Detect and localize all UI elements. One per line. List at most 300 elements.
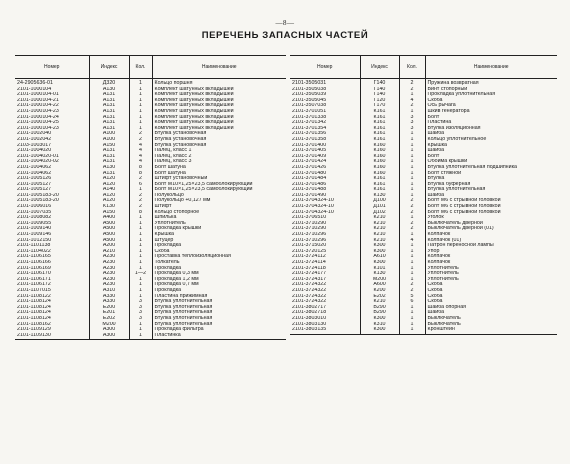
part-qty: 1 (129, 115, 152, 121)
part-index: К300 (360, 249, 399, 255)
part-number: 2101-1009146 (15, 232, 89, 238)
part-index: К161 (360, 115, 399, 121)
part-qty: 1 (129, 103, 152, 109)
part-number: 2101-3505031 (290, 79, 360, 87)
header-number: Номер (290, 56, 360, 79)
part-qty: 1 (129, 266, 152, 272)
part-number: 2101-1106165 (15, 254, 89, 260)
part-qty: 1 (399, 277, 425, 283)
part-number: 2101-3701405 (290, 148, 360, 154)
part-qty: 1 (399, 266, 425, 272)
part-number: 2101-3701424 (290, 159, 360, 165)
part-qty: 8 (129, 171, 152, 177)
part-number: 2101-3724322 (290, 299, 360, 305)
part-name: Втулка установочная (154, 136, 207, 142)
part-qty: 3 (129, 299, 152, 305)
part-qty: 1 (399, 143, 425, 149)
part-name: Комплект шатунных вкладышей (154, 97, 234, 103)
part-qty: 4 (129, 143, 152, 149)
part-number: 2101-3701051 (290, 109, 360, 115)
part-name: Скоба (427, 299, 443, 305)
part-index: К130 (360, 271, 399, 277)
part-index: К101 (360, 266, 399, 272)
part-number: 2101-1104022 (15, 249, 89, 255)
part-name: Крышка (154, 232, 174, 238)
part-index: К160 (360, 159, 399, 165)
part-number: 2101-1109130 (15, 333, 89, 340)
part-number: 2101-3724112 (290, 254, 360, 260)
part-index: М200 (89, 322, 129, 328)
part-qty: 1 (399, 305, 425, 311)
part-index: А230 (89, 260, 129, 266)
part-number: 2101-1009055 (15, 221, 89, 227)
part-index: А300 (89, 327, 129, 333)
part-name: Шайба (427, 310, 445, 316)
part-name: Штифт (154, 204, 172, 210)
part-index: К210 (360, 215, 399, 221)
part-name: Болт (427, 153, 440, 159)
part-number: 2101-1108124 (15, 299, 89, 305)
part-index: Г120 (360, 98, 399, 104)
part-index: К161 (360, 109, 399, 115)
part-qty: 2 (399, 79, 425, 87)
part-index: К210 (360, 299, 399, 305)
part-name: Палец, класс 3 (154, 159, 192, 165)
part-index: А500 (89, 221, 129, 227)
part-qty: 2 (399, 103, 425, 109)
part-number: 2101-1002042 (15, 137, 89, 143)
part-number: 2101-3803130 (290, 322, 360, 328)
part-name: Уплотнитель (154, 220, 186, 226)
part-number: 2101-1108122 (15, 294, 89, 300)
part-qty: 5 (399, 294, 425, 300)
part-qty: 1 (399, 316, 425, 322)
part-qty: 1 (399, 215, 425, 221)
part-number: 2101-3704324-10 (290, 210, 360, 216)
part-number: 2101-1000104-22 (15, 103, 89, 109)
part-index: А120 (89, 176, 129, 182)
part-index: К161 (360, 182, 399, 188)
part-number: 2101-1004020 (15, 148, 89, 154)
part-qty: 1 (129, 249, 152, 255)
part-qty: 1 (399, 148, 425, 154)
part-name: Прокладка (154, 243, 182, 249)
part-index: А131 (89, 92, 129, 98)
part-qty: 8 (129, 165, 152, 171)
part-qty: 1 (129, 98, 152, 104)
part-name: Колпачок (427, 254, 451, 260)
part-index: Г170 (360, 103, 399, 109)
part-qty: 3 (399, 120, 425, 126)
part-qty: 2 (399, 282, 425, 288)
part-name: Пластина прижимная (154, 293, 208, 299)
part-qty: 1 (399, 159, 425, 165)
part-name: Прокладка 0,7 мм (154, 282, 199, 288)
part-index: Г140 (360, 87, 399, 93)
part-index: В290 (360, 310, 399, 316)
part-number: 2101-1008082 (15, 215, 89, 221)
part-name: Болт М6 с стрывной головкой (427, 198, 501, 204)
part-number: 2101-3802717 (290, 305, 360, 311)
part-index: А210 (89, 249, 129, 255)
part-index: К130 (360, 193, 399, 199)
part-index: К161 (360, 120, 399, 126)
part-number: 2101-3724317 (290, 277, 360, 283)
part-qty: 4 (399, 238, 425, 244)
part-qty: 4 (129, 148, 152, 154)
part-number: 2101-1107015 (15, 288, 89, 294)
part-name: Втулка буферная (427, 181, 471, 187)
part-qty: 2 (399, 221, 425, 227)
part-name: Втулка (427, 176, 445, 182)
part-qty: 1 (129, 282, 152, 288)
part-number: 2101-1005183-20 (15, 198, 89, 204)
part-qty: 2 (129, 176, 152, 182)
table-body-left (15, 79, 286, 340)
part-name: Комплект шатунных вкладышей (154, 86, 234, 92)
part-index: М200 (360, 277, 399, 283)
part-name: Комплект шатунных вкладышей (154, 125, 234, 131)
part-name: Болт шатуна (154, 170, 186, 176)
part-name: Скоба (427, 287, 443, 293)
part-index: Е200 (89, 305, 129, 311)
part-qty: 2 (399, 204, 425, 210)
part-number: 2101-3710296 (290, 232, 360, 238)
part-qty: 2 (129, 193, 152, 199)
part-qty: 1 (129, 294, 152, 300)
part-index: А150 (89, 143, 129, 149)
part-number: 2101-3505038 (290, 87, 360, 93)
part-index: Д100 (360, 198, 399, 204)
part-number: 2101-3710290 (290, 221, 360, 227)
part-number: 2101-3724322 (290, 282, 360, 288)
part-number: 2101-1101138 (15, 243, 89, 249)
part-index: Г140 (360, 79, 399, 87)
part-qty: 1 (399, 92, 425, 98)
part-qty: 4 (129, 154, 152, 160)
part-index: А131 (89, 171, 129, 177)
part-index: К210 (360, 238, 399, 244)
part-number: 2101-1106170 (15, 271, 89, 277)
part-number: 2101-1004062 (15, 171, 89, 177)
part-name: Втулка уплотнительная подшипника (427, 164, 517, 170)
part-qty: 1 (399, 249, 425, 255)
part-name: Болт (427, 114, 440, 120)
part-qty: 1 (399, 182, 425, 188)
part-index: А131 (89, 148, 129, 154)
part-number: 2101-3724322 (290, 288, 360, 294)
part-number: 2101-1002040 (15, 131, 89, 137)
part-name: Прокладка крышки (154, 226, 202, 232)
part-qty: 1 (129, 187, 152, 193)
part-index: А131 (89, 103, 129, 109)
part-index: А500 (89, 238, 129, 244)
part-name: Втулка установочная (154, 131, 207, 137)
part-number: 2101-3701342 (290, 120, 360, 126)
part-number: 2101-3724177 (290, 271, 360, 277)
part-index: А131 (89, 109, 129, 115)
part-name: Ось рычага (427, 103, 456, 109)
header-name: Наименование (425, 56, 557, 79)
part-qty: 2 (399, 210, 425, 216)
part-index: К300 (360, 260, 399, 266)
part-number: 2101-3701490 (290, 193, 360, 199)
part-index: А230 (89, 266, 129, 272)
part-number: 2101-1004020-02 (15, 159, 89, 165)
part-index: А130 (89, 165, 129, 171)
part-number: 2101-3715020 (290, 243, 360, 249)
part-index: Д320 (89, 79, 129, 87)
part-name: Уплотнитель (427, 271, 459, 277)
part-qty: 1 (399, 260, 425, 266)
part-name: Втулка уплотнительная (427, 187, 486, 193)
part-qty: 1 (129, 92, 152, 98)
part-number: 2101-1109129 (15, 327, 89, 333)
part-index: Е201 (89, 310, 129, 316)
part-number: 2101-1000104-23 (15, 126, 89, 132)
part-qty: 1 (129, 87, 152, 93)
part-number: 2101-3507038 (290, 103, 360, 109)
part-qty: 1 (399, 176, 425, 182)
part-index: К160 (360, 148, 399, 154)
part-index: А120 (89, 193, 129, 199)
part-index: А100 (89, 131, 129, 137)
part-name: Шкив генератора (427, 108, 470, 114)
part-number: 2101-3724114 (290, 260, 360, 266)
part-number: 2101-3803010 (290, 316, 360, 322)
part-number: 2101-1000104-24 (15, 115, 89, 121)
part-index: А131 (89, 120, 129, 126)
part-qty: 1 (129, 215, 152, 221)
part-name: Колпачок (427, 260, 451, 265)
part-number: 2101-1108124 (15, 305, 89, 311)
part-name: Болт стяжной (427, 170, 462, 176)
part-number: 2101-1108124 (15, 316, 89, 322)
part-name: Втулка уплотнительная (154, 304, 213, 310)
part-name: Втулка уплотнительная (154, 315, 213, 321)
part-number: 2101-3710290 (290, 226, 360, 232)
part-qty: 1 (399, 171, 425, 177)
part-name: Кольцо поршня (154, 80, 193, 86)
part-name: Шайба (427, 192, 445, 198)
part-qty: 1 (129, 221, 152, 227)
part-number: 2101-3505045 (290, 98, 360, 104)
part-name: Кольцо стопорное (154, 209, 200, 215)
part-number: 2101-1007035 (15, 210, 89, 216)
part-index: А131 (89, 98, 129, 104)
part-name: Шайба (427, 148, 445, 154)
part-index: А230 (89, 282, 129, 288)
page-number: —8— (275, 19, 295, 27)
part-number: 2101-3704324-10 (290, 204, 360, 210)
part-name: Патрон переносной лампы (427, 243, 494, 249)
part-index: К210 (360, 226, 399, 232)
part-index: А610 (360, 254, 399, 260)
part-name: Выключатель дверной (01) (427, 226, 494, 232)
part-index: А500 (89, 232, 129, 238)
part-index: К200 (360, 288, 399, 294)
part-qty: 2 (399, 226, 425, 232)
part-name: Комплект шатунных вкладышей (154, 108, 234, 114)
header-qty: Кол. (399, 56, 425, 79)
part-index: К160 (360, 143, 399, 149)
part-qty: 3 (399, 126, 425, 132)
part-index: К160 (360, 154, 399, 160)
part-name: Проставка теплоизоляционная (154, 254, 231, 260)
table-row (15, 79, 286, 87)
header-number: Номер (15, 56, 89, 79)
part-name: Втулка уплотнительная (154, 299, 213, 305)
part-qty: 6 (129, 182, 152, 188)
part-qty: 1 (129, 109, 152, 115)
part-index: К161 (360, 126, 399, 132)
part-name: Скоба (154, 248, 170, 254)
table-body-right (290, 79, 557, 335)
part-name: Кронштейн (425, 327, 557, 334)
part-qty: 2 (129, 131, 152, 137)
part-number: 2101-3710296 (290, 238, 360, 244)
part-name: Прокладка уплотнительная (427, 92, 496, 98)
part-number: 2101-3701356 (290, 131, 360, 137)
part-name: Палец, класс 1 (154, 148, 192, 154)
part-qty: 1 (129, 254, 152, 260)
part-qty: 2 (399, 198, 425, 204)
part-qty: 1 (129, 288, 152, 294)
part-qty: 6 (399, 299, 425, 305)
part-number: 2101-3803135 (290, 327, 360, 334)
parts-table-right (290, 55, 557, 335)
part-index: А100 (89, 137, 129, 143)
part-name: Прокладка 0,3 мм (154, 271, 199, 277)
part-name: Скоба (427, 282, 443, 288)
part-number: 2101-1005126 (15, 176, 89, 182)
header-qty: Кол. (129, 56, 152, 79)
part-name: Скоба (427, 97, 443, 103)
part-name: Пружина возвратная (427, 80, 479, 86)
part-index: А330 (89, 294, 129, 300)
part-number: 2101-3720125 (290, 249, 360, 255)
part-qty: 1 (129, 79, 152, 87)
part-name: Полукольцо +0,127 мм (154, 198, 211, 204)
part-qty: 1 (129, 120, 152, 126)
part-qty: 1 (399, 131, 425, 137)
header-index: Индекс (360, 56, 399, 79)
table-row (290, 79, 557, 87)
part-qty: 3 (399, 115, 425, 121)
part-index: А500 (89, 226, 129, 232)
part-name: Втулка изоляционная (427, 125, 481, 131)
part-qty: 3 (129, 310, 152, 316)
part-name: Выключатель (427, 321, 461, 327)
part-index: А130 (89, 87, 129, 93)
part-index: А131 (89, 126, 129, 132)
part-name: Шайба опорная (427, 304, 467, 310)
part-index: А600 (360, 282, 399, 288)
part-name: Обойма крышки (427, 159, 468, 165)
part-name: Выключатель дверной (427, 220, 483, 226)
part-name: Палец, класс 2 (154, 153, 192, 159)
part-number: 2101-1004062 (15, 165, 89, 171)
part-number: 2101-3724322 (290, 294, 360, 300)
part-qty: 3 (129, 305, 152, 311)
part-number: 2101-3701354 (290, 126, 360, 132)
part-qty: 2 (129, 204, 152, 210)
part-name: Прокладка 1,2 мм (154, 276, 199, 282)
part-name: Уголок (427, 215, 444, 221)
part-name: Болт М10×1,25×23,5 самоблокирующий (154, 181, 253, 187)
part-number: 2101-1106166 (15, 260, 89, 266)
part-index: К300 (360, 243, 399, 249)
part-qty: 2 (399, 87, 425, 93)
part-name: Шайба (427, 131, 445, 137)
part-number: 2101-3701480 (290, 171, 360, 177)
part-name: Кольцо уплотнительное (427, 136, 487, 142)
part-qty: 1 (399, 154, 425, 160)
part-name: Упор (427, 248, 440, 254)
part-name: Штифт установочный (154, 176, 208, 182)
part-name: Толкатель (154, 260, 180, 265)
part-qty: 1 (399, 327, 425, 334)
part-number: 2101-1106172 (15, 282, 89, 288)
part-qty: 1 (399, 232, 425, 238)
part-qty: 1 (129, 226, 152, 232)
part-qty: 1—2 (129, 271, 152, 277)
part-qty: 1 (399, 310, 425, 316)
part-name: Колпачок (01) (427, 237, 462, 243)
part-name: Комплект шатунных вкладышей (154, 103, 234, 109)
part-index: А230 (89, 254, 129, 260)
part-number: 2101-3802718 (290, 310, 360, 316)
part-name: Уплотнитель (427, 276, 459, 282)
part-qty: 1 (399, 193, 425, 199)
part-number: 2101-1009140 (15, 226, 89, 232)
part-qty: 1 (129, 238, 152, 244)
part-qty: 1 (399, 243, 425, 249)
part-number: 2101-1012150 (15, 238, 89, 244)
part-name: Прокладка (154, 287, 182, 293)
part-name: Втулка уплотнительная (154, 310, 213, 316)
part-index: А300 (89, 333, 129, 340)
part-qty: 1 (399, 165, 425, 171)
part-index: А140 (89, 187, 129, 193)
part-number: 2101-3701338 (290, 115, 360, 121)
part-number: 2101-1106171 (15, 277, 89, 283)
part-index: К210 (360, 221, 399, 227)
part-index: К310 (360, 322, 399, 328)
part-number: 2101-1000104-25 (15, 120, 89, 126)
part-qty: 1 (129, 327, 152, 333)
part-index: А120 (89, 182, 129, 188)
part-qty: 4 (399, 98, 425, 104)
part-name: Болт М6 с стрывной головкой (427, 209, 501, 215)
part-qty: 1 (399, 322, 425, 328)
part-name: Пластинка (152, 333, 286, 340)
part-qty: 1 (129, 277, 152, 283)
part-index: К300 (360, 316, 399, 322)
table-row (15, 333, 286, 340)
header-name: Наименование (152, 56, 286, 79)
part-qty: 1 (399, 254, 425, 260)
part-number: 2101-3701426 (290, 165, 360, 171)
part-index: А131 (89, 115, 129, 121)
part-index: А150 (89, 210, 129, 216)
part-number: 2101-1005183-20 (15, 193, 89, 199)
part-number: 2101-1000104-23 (15, 109, 89, 115)
part-number: 2101-3724118 (290, 266, 360, 272)
part-qty: 1 (129, 232, 152, 238)
part-number: 2101-1004020-01 (15, 154, 89, 160)
part-number: 2101-1006016 (15, 204, 89, 210)
